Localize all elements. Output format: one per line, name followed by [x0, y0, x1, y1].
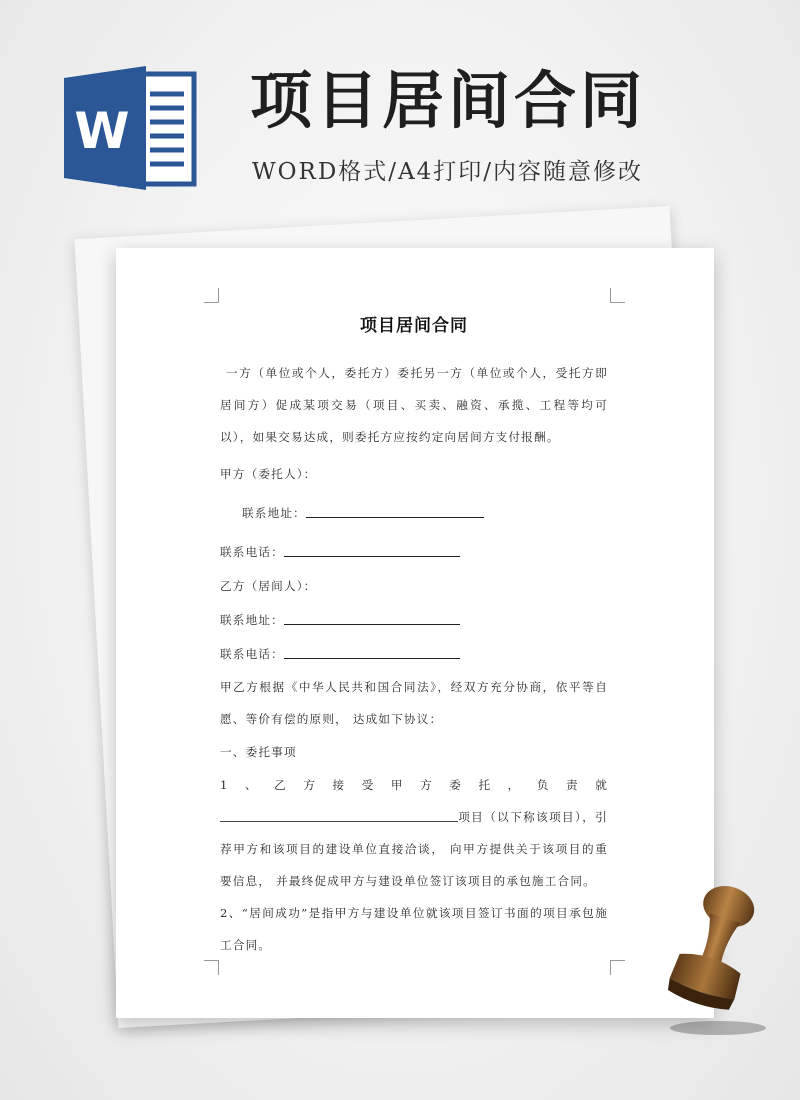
project-name-field[interactable]	[220, 809, 458, 822]
clause-1-after: 项目（以下称该项目），引荐甲方和该项目的建设单位直接洽谈， 向甲方提供关于该项目的重要信息， 并最终促成甲方与建设单位签订该项目的承包施工合同。	[220, 810, 608, 888]
clause-1-before: 1、乙方接受甲方委托，负责就	[220, 778, 608, 792]
document-body	[220, 318, 608, 961]
crop-mark-top-left	[204, 288, 219, 303]
party-a-address-label: 联系地址：	[242, 506, 306, 520]
banner-title: 项目居间合同	[250, 64, 647, 137]
party-a-phone-label: 联系电话：	[220, 545, 284, 559]
party-b-phone-label: 联系电话：	[220, 647, 284, 661]
party-a-address-field[interactable]	[306, 504, 484, 518]
document-title: 项目居间合同	[360, 316, 468, 336]
clause-1	[220, 769, 608, 897]
rubber-stamp-icon	[652, 878, 772, 1038]
party-b-label: 乙方（居间人）：	[220, 579, 317, 593]
word-document-icon	[62, 64, 198, 192]
word-icon-letter: W	[74, 102, 130, 160]
party-b-address-label: 联系地址：	[220, 613, 284, 627]
document-page	[116, 248, 714, 1018]
party-a-phone-field[interactable]	[284, 543, 460, 557]
party-a-phone-row	[220, 535, 608, 569]
party-b-phone-row	[220, 637, 608, 671]
section-1-heading: 一、委托事项	[220, 745, 297, 759]
party-b-address-field[interactable]	[284, 611, 460, 625]
crop-mark-bottom-left	[204, 960, 219, 975]
crop-mark-top-right	[610, 288, 625, 303]
clause-2: 2、“居间成功”是指甲方与建设单位就该项目签订书面的项目承包施工合同。	[220, 906, 608, 952]
party-b-phone-field[interactable]	[284, 645, 460, 659]
party-a-label: 甲方（委托人）：	[220, 467, 317, 481]
banner-subtitle: WORD格式/A4打印/内容随意修改	[252, 159, 643, 185]
party-b-address-row	[220, 603, 608, 637]
crop-mark-bottom-right	[610, 960, 625, 975]
agreement-paragraph: 甲乙方根据《中华人民共和国合同法》，经双方充分协商，依平等自愿、等价有偿的原则， 达成如下协议：	[220, 680, 608, 726]
intro-paragraph: 一方（单位或个人，委托方）委托另一方（单位或个人，受托方即居间方）促成某项交易（项目、买卖、融资、承揽、工程等均可以），如果交易达成，则委托方应按约定向居间方支付报酬。	[220, 366, 608, 444]
party-a-address-row	[220, 491, 608, 535]
